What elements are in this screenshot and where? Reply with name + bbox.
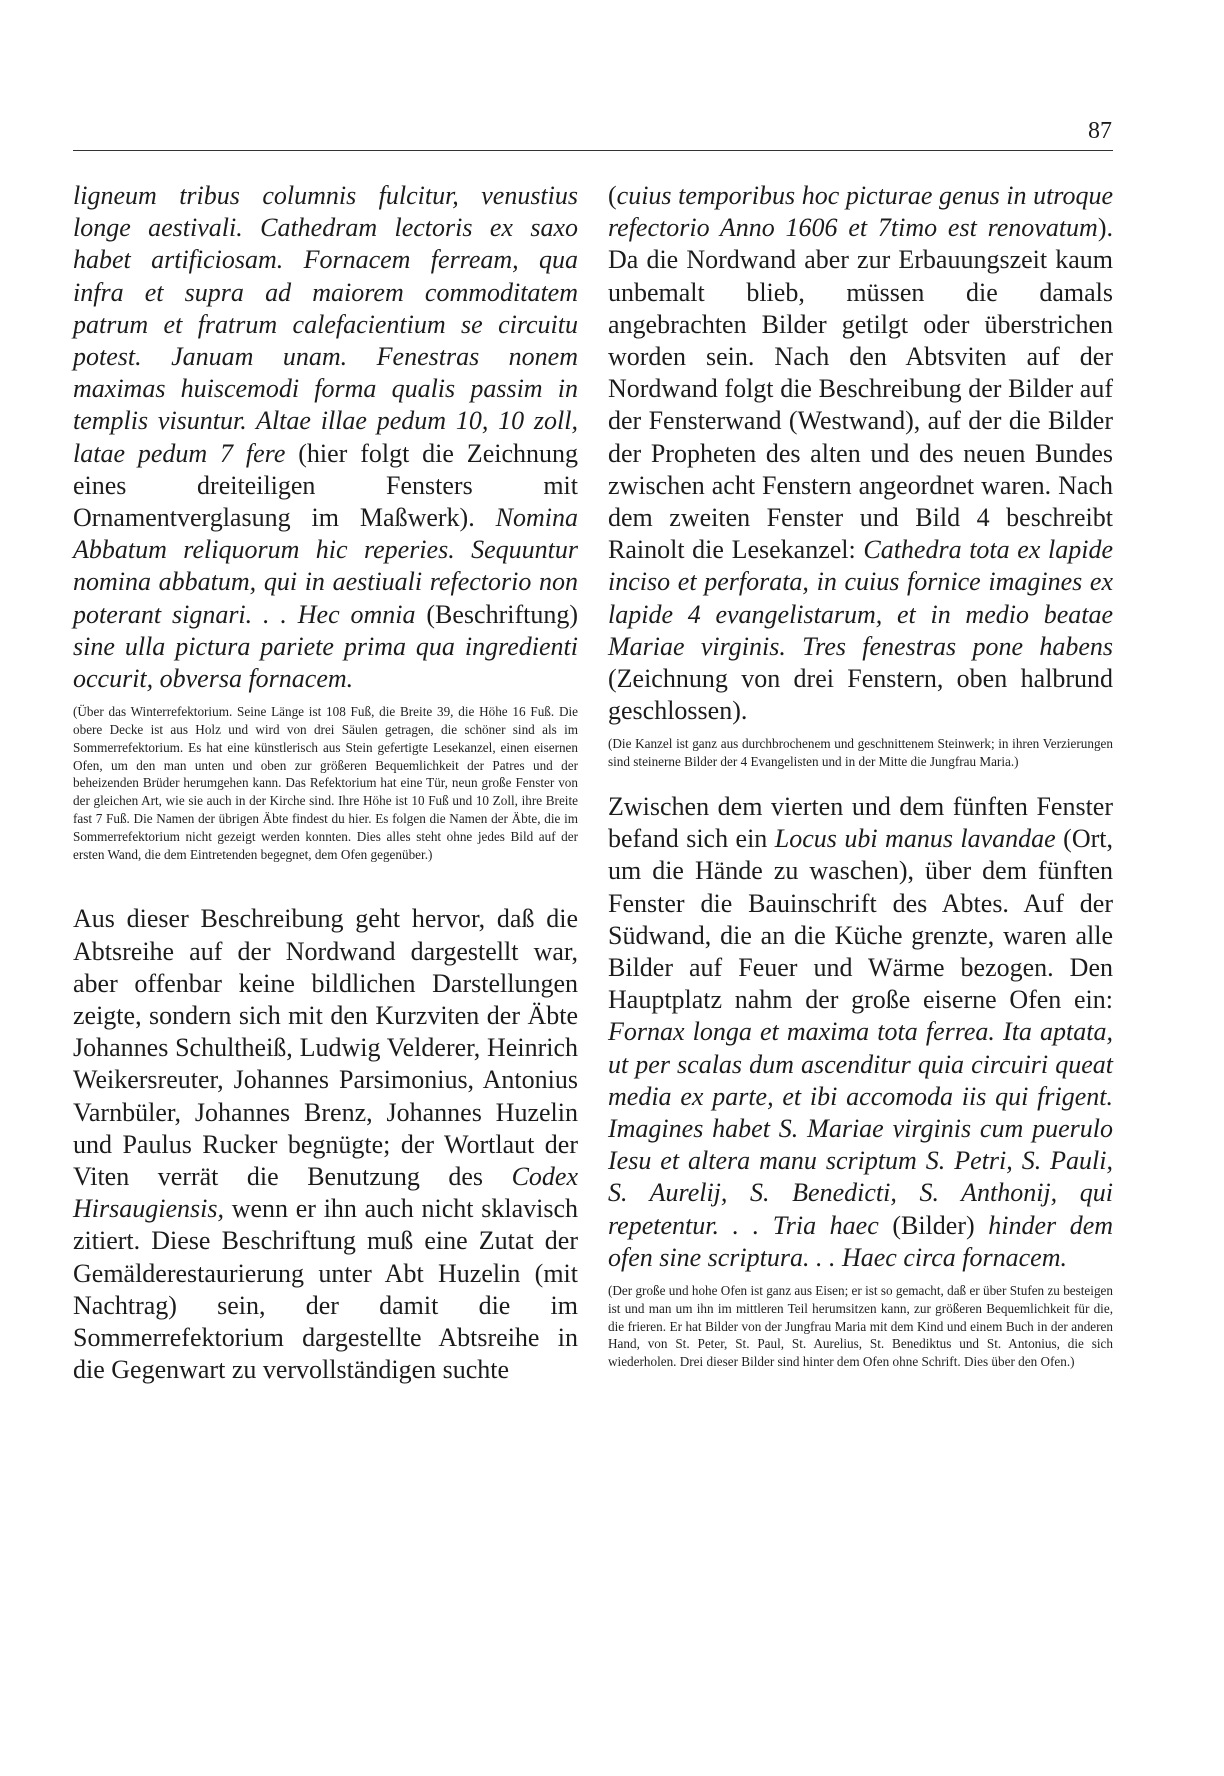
- body-paragraph-abbots: [73, 903, 578, 1386]
- text-run: Locus ubi manus lavandae: [774, 824, 1056, 854]
- page-number: 87: [1088, 118, 1112, 144]
- text-run: hinder dem ofen sine scriptura. . . Haec circa fornacem.: [608, 1210, 1114, 1272]
- text-run: wenn er ihn auch nicht sklavisch zitiert. Diese Beschriftung muß eine Zutat der Gemälderestaurierung unter Abt Huzelin (mit Nachtrag) sein, der damit die im Sommerrefektorium dargestellte Abtsreihe in die Gegenwart zu vervollständigen suchte: [73, 1194, 578, 1385]
- text-run: ). Da die Nordwand aber zur Erbauungszeit kaum unbemalt blieb, müssen die damals angebrachten Bilder getilgt oder überstrichen worden sein. Nach den Abtsviten auf der Nordwand folgt die Beschreibung der Bilder auf der Fensterwand (Westwand), auf der die Bilder der Propheten des alten und des neuen Bundes zwischen acht Fenstern angeordnet waren. Nach dem zweiten Fenster und Bild 4 beschreibt Rainolt die Lesekanzel:: [608, 213, 1113, 565]
- left-column: [73, 180, 578, 1386]
- body-paragraph-north-wall: [608, 180, 1113, 727]
- translation-note-winter-refectory: (Über das Winterrefektorium. Seine Länge ist 108 Fuß, die Breite 39, die Höhe 16 Fuß. Die obere Decke ist aus Holz und wird von drei Säulen getragen, die schöner sind als im Sommerrefektorium. Es hat eine künstlerisch aus Stein gefertigte Lesekanzel, einen eisernen Ofen, um den man unten und oben zur größeren Bequemlichkeit der Patres und der beheizenden Brüder herumgehen kann. Das Refektorium hat eine Tür, neun große Fenster von der gleichen Art, wie sie auch in der Kirche sind. Ihre Höhe ist 10 Fuß und 10 Zoll, ihre Breite fast 7 Fuß. Die Namen der übrigen Äbte findest du hier. Es folgen die Namen der Äbte, die im Sommerrefektorium nicht gezeigt werden konnten. Dies alles steht ohne jedes Bild auf der ersten Wand, die dem Eintretenden begegnet, dem Ofen gegenüber.): [73, 704, 578, 862]
- header-rule: [73, 150, 1113, 151]
- text-run: Fornax longa et maxima tota ferrea. Ita aptata, ut per scalas dum ascenditur quia circuiri queat media ex parte, et ibi accomoda iis qui frigent. Imagines habet S. Mariae virginis cum puerulo Iesu et altera manu scriptum S. Petri, S. Pauli, S. Aurelij, S. Benedicti, S. Anthonij, qui repetentur. . . Tria haec: [608, 1017, 1113, 1240]
- right-column: [608, 180, 1113, 1371]
- text-run: (hier folgt die Zeichnung eines dreiteiligen Fensters mit Ornamentverglasung im Maßwerk).: [73, 438, 578, 533]
- latin-quotation-paragraph: [73, 180, 578, 695]
- text-run: (Zeichnung von drei Fenstern, oben halbrund geschlossen).: [608, 664, 1113, 726]
- text-run: Codex Hirsaugiensis,: [73, 1162, 578, 1224]
- translation-note-pulpit: (Die Kanzel ist ganz aus durchbrochenem und geschnittenem Steinwerk; in ihren Verzierungen sind steinerne Bilder der 4 Evangelisten und in der Mitte die Jungfrau Maria.): [608, 736, 1113, 770]
- body-paragraph-south-wall: [608, 791, 1113, 1274]
- text-run: (Beschriftung): [415, 599, 578, 629]
- text-run: Nomina Abbatum reliquorum hic reperies. Sequuntur nomina abbatum, qui in aestiuali refectorio non poterant signari. . . Hec omnia: [73, 503, 578, 629]
- text-run: (Ort, um die Hände zu waschen), über dem fünften Fenster die Bauinschrift des Abtes. Auf der Südwand, die an die Küche grenzte, waren alle Bilder auf Feuer und Wärme bezogen. Den Hauptplatz nahm der große eiserne Ofen ein:: [608, 824, 1113, 1015]
- text-run: cuius temporibus hoc picturae genus in utroque refectorio Anno 1606 et 7timo est renovatum: [608, 181, 1113, 243]
- text-run: Aus dieser Beschreibung geht hervor, daß die Abtsreihe auf der Nordwand dargestellt war, aber offenbar keine bildlichen Darstellungen zeigte, sondern sich mit den Kurzviten der Äbte Johannes Schultheiß, Ludwig Velderer, Heinrich Weikersreuter, Johannes Parsimonius, Antonius Varnbüler, Johannes Brenz, Johannes Huzelin und Paulus Rucker begnügte; der Wortlaut der Viten verrät die Benutzung des: [73, 904, 578, 1192]
- text-run: ligneum tribus columnis fulcitur, venustius longe aestivali. Cathedram lectoris ex saxo habet artificiosam. Fornacem ferream, qua infra et supra ad maiorem commoditatem patrum et fratrum calefacientium se circuitu potest. Januam unam. Fenestras nonem maximas huiscemodi forma qualis passim in templis visuntur. Altae illae pedum 10, 10 zoll, latae pedum 7 fere: [73, 181, 578, 468]
- text-run: (Bilder): [878, 1210, 989, 1240]
- text-run: sine ulla pictura pariete prima qua ingredienti occurit, obversa fornacem.: [73, 631, 578, 694]
- text-run: Cathedra tota ex lapide inciso et perforata, in cuius fornice imagines ex lapide 4 evangelistarum, et in medio beatae Mariae virginis. Tres fenestras pone habens: [608, 535, 1113, 661]
- text-run: (: [608, 181, 617, 210]
- text-run: Zwischen dem vierten und dem fünften Fenster befand sich ein: [608, 792, 1113, 854]
- translation-note-oven: (Der große und hohe Ofen ist ganz aus Eisen; er ist so gemacht, daß er über Stufen zu besteigen ist und man um ihn im mittleren Teil herumsitzen kann, zur größeren Bequemlichkeit für die, die frieren. Er hat Bilder von der Jungfrau Maria mit dem Kind und einem Buch in der anderen Hand, von St. Peter, St. Paul, St. Aurelius, St. Benediktus und St. Antonius, die sich wiederholen. Drei dieser Bilder sind hinter dem Ofen ohne Schrift. Dies über den Ofen.): [608, 1283, 1113, 1370]
